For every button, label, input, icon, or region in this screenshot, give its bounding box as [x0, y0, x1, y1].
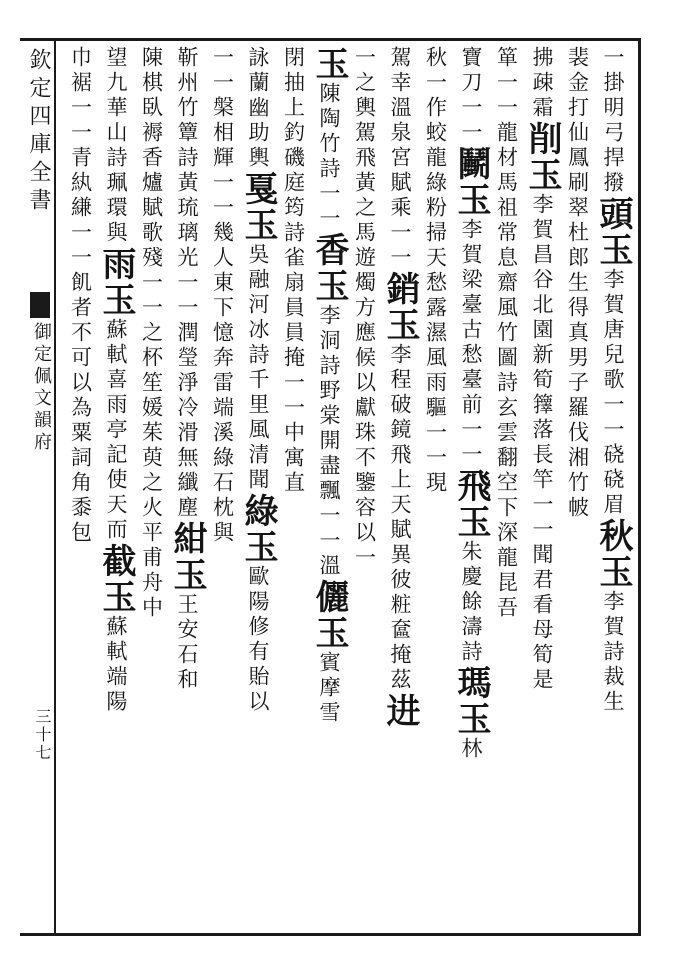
headword: 鬭玉: [451, 146, 491, 218]
text-run: 李程破鏡飛上天賦異彼粧奩掩茲: [388, 343, 412, 693]
frame-right-border: [638, 38, 641, 936]
text-run: 蘇軾端陽: [104, 615, 128, 715]
fishtail-mark: [30, 292, 50, 318]
text-column: [56, 46, 106, 926]
text-run: 李洞詩野棠開盡飄一一溫: [317, 304, 341, 579]
text-run: 現: [423, 471, 448, 496]
frame-top-border: [20, 38, 641, 41]
text-run: 一一幾人東下憶奔雷: [210, 171, 235, 396]
headword: 飛玉: [451, 468, 491, 540]
text-run: 秋一: [423, 46, 448, 96]
text-run: 李賀唐兒歌一一硗硗眉: [601, 268, 625, 518]
text-run: 李賀詩裁生: [601, 590, 625, 715]
text-run: 望九華山詩珮環與: [104, 46, 128, 246]
headword: 頭玉: [593, 196, 633, 268]
text-run: 庭筠詩雀扇員員掩一一: [281, 171, 306, 421]
text-run: 陳棋臥褥香爐賦歌殘一一之杯笙媛茱萸之火: [139, 46, 164, 521]
headword: 雨玉: [96, 246, 136, 318]
text-run: 朱慶餘濤詩: [459, 540, 483, 665]
text-run: 李賀梁臺古愁臺前一一: [459, 218, 483, 468]
sub-title: 御定佩文韻府: [31, 322, 52, 454]
headword: 香玉: [309, 232, 349, 304]
text-run: 平甫舟中: [139, 521, 164, 621]
text-run: 賓摩雪: [317, 651, 341, 726]
headword: 儷玉: [309, 579, 349, 651]
headword: 进: [380, 693, 420, 729]
text-run: 靳州竹簟詩黃琉璃光一一潤瑩淨冷滑無纖塵: [175, 46, 199, 521]
headword: 玉: [309, 46, 349, 82]
text-run: 端溪綠石枕與: [210, 396, 235, 546]
text-run: 拂疎霜: [530, 46, 554, 121]
text-run: 中寓直: [281, 421, 306, 496]
book-title: 欽定四庫全書: [26, 48, 51, 216]
text-run: 一一槃相輝: [210, 46, 235, 171]
text-run: 陳陶竹詩一一: [317, 82, 341, 232]
headword: 秋玉: [593, 518, 633, 590]
headword: 削玉: [522, 121, 562, 193]
headword: 綠玉: [238, 493, 278, 565]
headword: 銷玉: [380, 271, 420, 343]
headword: 戛玉: [238, 171, 278, 243]
text-run: 李賀昌谷北園新筍籜落長竿一一聞君看母筍是: [530, 193, 554, 693]
text-run: 駕幸溫泉宮賦乘一一: [388, 46, 412, 271]
text-run: 遊燭方應候以獻珠不鑒容以一: [352, 246, 377, 571]
text-run: 王安石和: [175, 593, 199, 693]
headword: 紺玉: [167, 521, 207, 593]
text-run: 一之輿駕飛黃之馬: [352, 46, 377, 246]
text-run: 一掛明弓捍撥: [601, 46, 625, 196]
text-run: 巾裾一一青紈縑: [68, 46, 93, 221]
page-number: 三十七: [33, 708, 52, 762]
text-run: 詞角黍包: [68, 446, 93, 546]
text-run: 詠蘭幽助輿: [246, 46, 270, 171]
text-run: 蘇軾喜雨亭記使天而: [104, 318, 128, 543]
text-run: 龍材馬祖常息齋風竹圖詩玄雲翻空下深龍昆吾: [494, 121, 519, 621]
headword: 瑪玉: [451, 665, 491, 737]
text-run: 刷翠杜郎生得真男子: [565, 171, 590, 396]
frame-bottom-border: [20, 933, 641, 936]
text-run: 風雨驅一一: [423, 346, 448, 471]
text-run: 歐陽修有貽以: [246, 565, 270, 715]
headword: 截玉: [96, 543, 136, 615]
text-run: 閉抽上釣磯: [281, 46, 306, 171]
text-run: 箪一一: [494, 46, 519, 121]
text-run: 吳融河冰詩千里風清聞: [246, 243, 270, 493]
text-run: 一一飢者不可以為粟: [68, 221, 93, 446]
text-run: 林: [459, 737, 483, 762]
text-run: 寶刀一一: [459, 46, 483, 146]
text-run: 羅伐湘竹帔: [565, 396, 590, 521]
text-run: 作蛟龍綠粉掃天愁露濕: [423, 96, 448, 346]
text-run: 裴金打仙鳳: [565, 46, 590, 171]
